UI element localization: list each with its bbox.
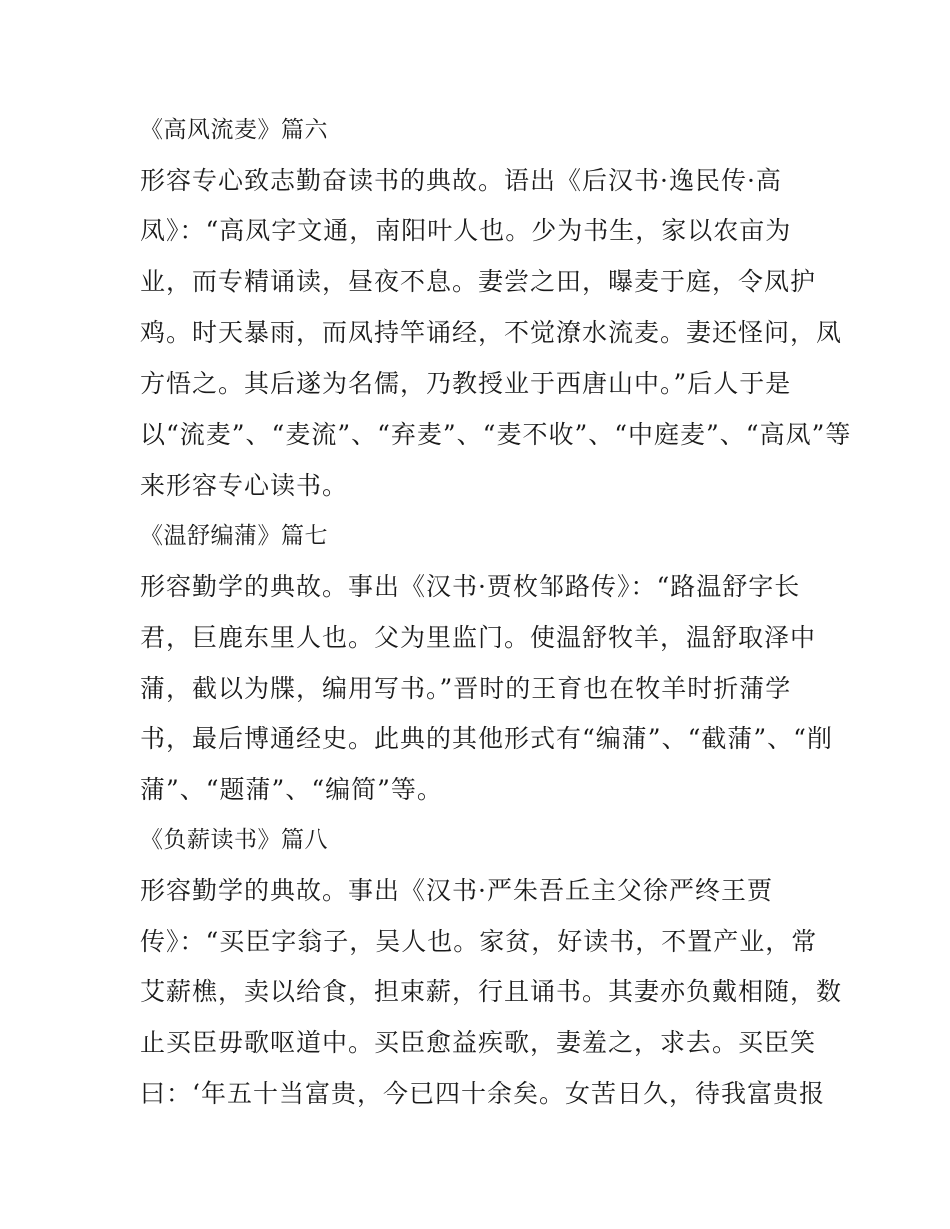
text-line: 传》：“买臣字翁子，吴人也。家贫，好读书，不置产业，常 bbox=[140, 927, 818, 956]
text-line: 君，巨鹿东里人也。父为里监门。使温舒牧羊，温舒取泽中 bbox=[140, 623, 817, 652]
text-line: 业，而专精诵读，昼夜不息。妻尝之田，曝麦于庭，令凤护 bbox=[140, 267, 817, 296]
text-line: 形容勤学的典故。事出《汉书·贾枚邹路传》：“路温舒字长 bbox=[140, 572, 801, 601]
text-line: 鸡。时天暴雨，而凤持竿诵经，不觉潦水流麦。妻还怪问，凤 bbox=[140, 318, 843, 347]
text-line: 止买臣毋歌呕道中。买臣愈益疾歌，妻羞之，求去。买臣笑 bbox=[140, 1028, 817, 1057]
text-line: 曰：‘年五十当富贵，今已四十余矣。女苦日久，待我富贵报 bbox=[140, 1079, 825, 1108]
text-line: 方悟之。其后遂为名儒，乃教授业于西唐山中。”后人于是 bbox=[140, 369, 792, 398]
text-line: 以“流麦”、“麦流”、“弃麦”、“麦不收”、“中庭麦”、“高凤”等 bbox=[140, 420, 852, 449]
text-line: 蒲”、“题蒲”、“编简”等。 bbox=[140, 775, 443, 804]
text-line: 蒲，截以为牒，编用写书。”晋时的王育也在牧羊时折蒲学 bbox=[140, 674, 792, 703]
text-line: 形容勤学的典故。事出《汉书·严朱吾丘主父徐严终王贾 bbox=[140, 876, 773, 905]
text-line: 书，最后博通经史。此典的其他形式有“编蒲”、“截蒲”、“削 bbox=[140, 724, 833, 753]
section-heading-7: 《温舒编蒲》篇七 bbox=[140, 523, 328, 549]
text-line: 来形容专心读书。 bbox=[140, 471, 349, 500]
text-line: 凤》：“高凤字文通，南阳叶人也。少为书生，家以农亩为 bbox=[140, 216, 792, 245]
text-line: 艾薪樵，卖以给食，担束薪，行且诵书。其妻亦负戴相随，数 bbox=[140, 977, 843, 1006]
section-heading-6: 《高风流麦》篇六 bbox=[140, 117, 328, 143]
section-heading-8: 《负薪读书》篇八 bbox=[140, 827, 328, 853]
text-line: 形容专心致志勤奋读书的典故。语出《后汉书·逸民传·高 bbox=[140, 166, 782, 195]
